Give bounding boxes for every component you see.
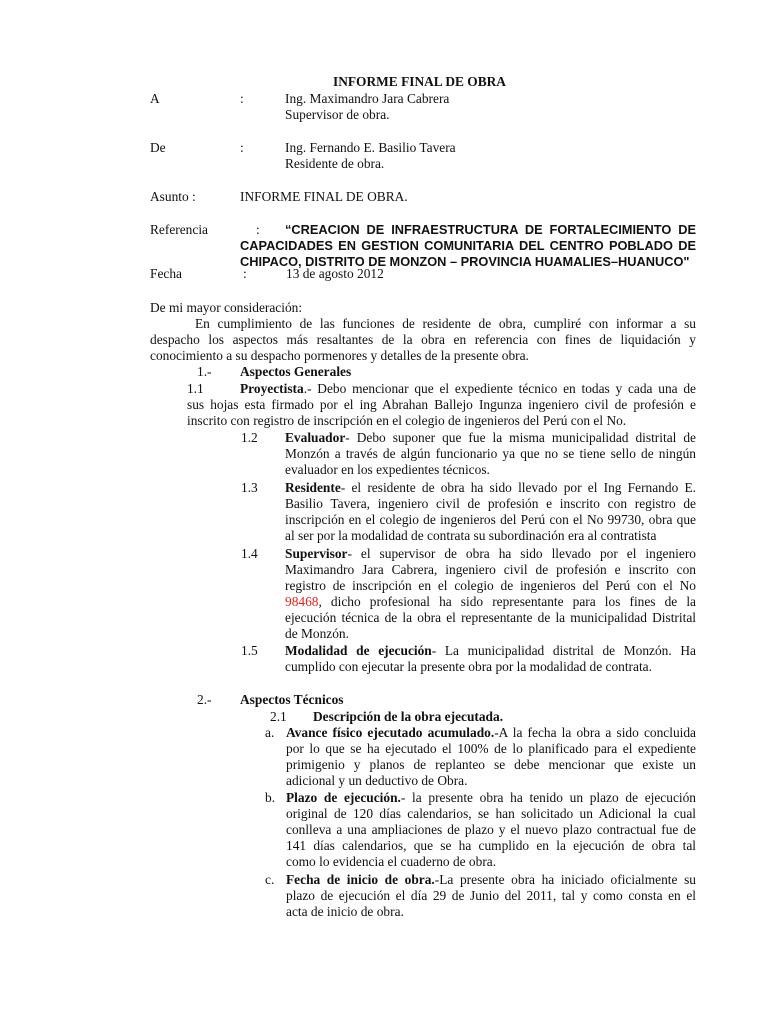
to-colon: : xyxy=(240,91,244,106)
item-1-5-paragraph xyxy=(285,643,696,675)
from-role: Residente de obra. xyxy=(285,156,385,171)
item-1-4-text: - el supervisor de obra ha sido llevado por el ingeniero xyxy=(347,546,696,561)
item-b-line: 141 días calendarios, que se ha cumplido en la ejecución de obra tal xyxy=(286,838,696,853)
reference-line: CAPACIDADES EN GESTION COMUNITARIA DEL CENTRO POBLADO DE xyxy=(240,238,696,253)
subsection-2-1-number: 2.1 xyxy=(270,709,287,724)
item-1-3-number: 1.3 xyxy=(241,480,258,495)
to-name: Ing. Maximandro Jara Cabrera xyxy=(285,91,450,106)
item-c-letter: c. xyxy=(265,872,275,887)
item-c-line: plazo de ejecución el día 29 de Junio del 2011, tal y como consta en el xyxy=(286,888,696,903)
subject-label: Asunto : xyxy=(150,189,196,204)
item-b-paragraph xyxy=(286,790,696,870)
item-1-3-paragraph xyxy=(285,480,696,544)
item-b-letter: b. xyxy=(265,790,276,805)
item-1-4-line: Maximandro Jara Cabrera, ingeniero civil de profesión e inscrito con xyxy=(285,562,696,577)
item-1-3-line: Basilio Tavera, ingeniero civil de profesión e inscrito con registro de xyxy=(285,496,696,511)
item-1-1-paragraph xyxy=(187,381,696,429)
item-c-term: Fecha de inicio de obra. xyxy=(286,872,435,887)
intro-line: En cumplimiento de las funciones de residente de obra, cumpliré con informar a su xyxy=(195,316,696,331)
item-b-term: Plazo de ejecución. xyxy=(286,790,401,805)
from-colon: : xyxy=(240,140,244,155)
item-a-line: por lo que se ha ejecutado el 100% de lo planificado para el expediente xyxy=(286,741,696,756)
item-1-4-line: registro de inscripción en el colegio de ingenieros del Perú con el No xyxy=(285,578,696,593)
item-1-4-term: Supervisor xyxy=(285,546,348,561)
item-1-3-term: Residente xyxy=(285,480,341,495)
from-name: Ing. Fernando E. Basilio Tavera xyxy=(285,140,456,155)
item-1-1-text: .- Debo mencionar que el expediente técnico en todas y cada una de xyxy=(303,381,696,396)
item-c-line: acta de inicio de obra. xyxy=(286,904,404,919)
from-label: De xyxy=(150,140,166,155)
subject-value: INFORME FINAL DE OBRA. xyxy=(240,189,408,204)
item-1-5-term: Modalidad de ejecución xyxy=(285,643,432,658)
date-label: Fecha xyxy=(150,266,182,281)
greeting: De mi mayor consideración: xyxy=(150,300,303,315)
reference-block xyxy=(240,222,696,270)
item-1-3-text: - el residente de obra ha sido llevado por el Ing Fernando E. xyxy=(340,480,696,495)
item-a-letter: a. xyxy=(265,725,275,740)
item-1-1-number: 1.1 xyxy=(187,381,204,396)
registry-number-highlight: 98468 xyxy=(285,594,319,609)
item-c-paragraph xyxy=(286,872,696,920)
item-a-term: Avance físico ejecutado acumulado. xyxy=(286,725,495,740)
item-1-3-line: inscripción en el colegio de ingenieros del Perú con el No 99730, obra que xyxy=(285,512,696,527)
reference-colon: : xyxy=(256,222,260,237)
date-colon: : xyxy=(243,266,247,281)
intro-line: despacho los aspectos más resaltantes de la obra en referencia con fines de liquidación y xyxy=(150,332,696,347)
item-b-line: original de 120 días calendarios, se han solicitado un Adicional la cual xyxy=(286,806,696,821)
item-c-text: -La presente obra ha iniciado oficialmente su xyxy=(434,872,696,887)
item-1-1-line: inscrito con registro de inscripción en el colegio de ingenieros del Perú con el No. xyxy=(187,413,627,428)
item-1-5-text: - La municipalidad distrital de Monzón. Ha xyxy=(431,643,696,658)
item-1-2-line: Monzón a través de algún funcionario ya que no se tiene sello de ningún xyxy=(285,446,696,461)
item-1-4-text: , dicho profesional ha sido representante para los fines de la xyxy=(318,594,696,609)
intro-line: conocimiento a su despacho pormenores y detalles de la presente obra. xyxy=(150,348,529,363)
item-1-4-number: 1.4 xyxy=(241,546,258,561)
item-a-paragraph xyxy=(286,725,696,789)
item-a-line: adicional y un deductivo de Obra. xyxy=(286,773,468,788)
item-1-4-paragraph xyxy=(285,546,696,642)
reference-line: “CREACION DE INFRAESTRUCTURA DE FORTALECIMIENTO DE xyxy=(285,222,696,237)
item-1-4-line: ejecución técnica de la obra el representante de la municipalidad Distrital xyxy=(285,610,696,625)
item-1-2-text: - Debo suponer que fue la misma municipalidad distrital de xyxy=(345,430,696,445)
item-1-5-number: 1.5 xyxy=(241,643,258,658)
item-1-2-line: evaluador en los expedientes técnicos. xyxy=(285,462,490,477)
item-1-1-term: Proyectista xyxy=(240,381,304,396)
date-value: 13 de agosto 2012 xyxy=(286,266,384,281)
item-1-3-line: al ser por la modalidad de contrata su subordinación era al contratista xyxy=(285,528,657,543)
item-1-1-line: sus hojas esta firmado por el ing Abrahan Ballejo Ingunza ingeniero civil de profesión e xyxy=(187,397,696,412)
item-b-text: - la presente obra ha tenido un plazo de ejecución xyxy=(400,790,697,805)
document-title: INFORME FINAL DE OBRA xyxy=(333,74,506,89)
item-b-line: como lo evidencia el cuaderno de obra. xyxy=(286,854,497,869)
item-1-2-paragraph xyxy=(285,430,696,478)
item-a-line: primigenio y planos de replanteo se debe mencionar que existe un xyxy=(286,757,696,772)
intro-paragraph xyxy=(150,316,696,364)
reference-label: Referencia xyxy=(150,222,208,237)
section2-title: Aspectos Técnicos xyxy=(240,692,344,707)
section1-title: Aspectos Generales xyxy=(240,364,352,379)
section1-number: 1.- xyxy=(197,364,212,379)
item-1-4-line: de Monzón. xyxy=(285,626,349,641)
to-label: A xyxy=(150,91,160,106)
item-1-2-number: 1.2 xyxy=(241,430,258,445)
section2-number: 2.- xyxy=(197,692,212,707)
item-1-5-line: cumplido con ejecutar la presente obra por la modalidad de contrata. xyxy=(285,659,652,674)
item-a-text: -A la fecha la obra a sido concluida xyxy=(494,725,696,740)
subsection-2-1-title: Descripción de la obra ejecutada. xyxy=(313,709,504,724)
item-b-line: conlleva a una ampliaciones de plazo y el nuevo plazo contractual fue de xyxy=(286,822,696,837)
reference-line: CHIPACO, DISTRITO DE MONZON – PROVINCIA HUAMALIES–HUANUCO" xyxy=(240,254,690,269)
item-1-2-term: Evaluador xyxy=(285,430,346,445)
to-role: Supervisor de obra. xyxy=(285,107,390,122)
